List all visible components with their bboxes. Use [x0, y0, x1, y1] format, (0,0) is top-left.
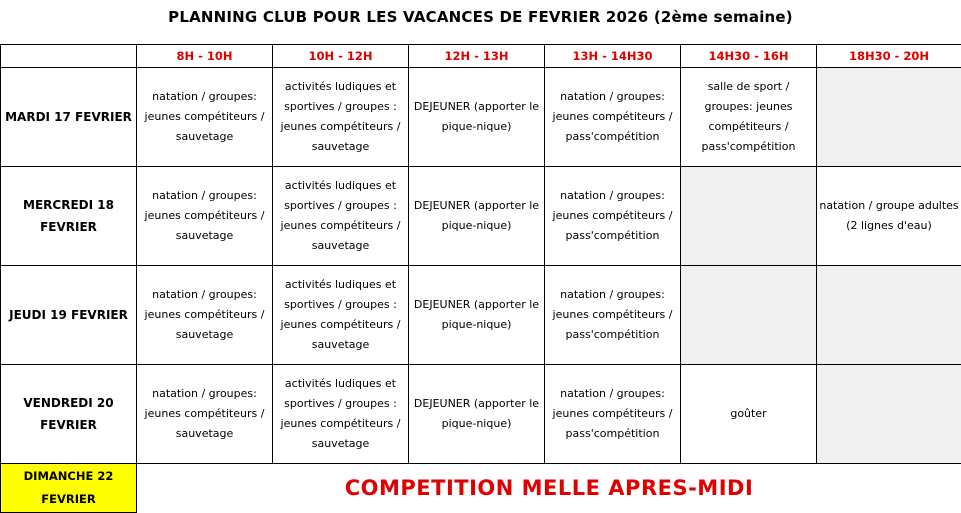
activity-text: activités ludiques et sportives / groupes : jeunes compétiteurs / sauvetage	[280, 179, 401, 252]
activity-text: activités ludiques et sportives / groupes : jeunes compétiteurs / sauvetage	[280, 377, 401, 450]
row-friday	[1, 365, 961, 464]
empty-cell	[817, 365, 961, 464]
header-18h30-20h: 18H30 - 20H	[817, 45, 961, 68]
day-label: MARDI 17 FEVRIER	[1, 68, 137, 167]
header-14h30-16h: 14H30 - 16H	[681, 45, 817, 68]
activity-text: natation / groupes: jeunes compétiteurs / pass'compétition	[552, 387, 673, 440]
activity-cell	[545, 68, 681, 167]
row-thursday	[1, 266, 961, 365]
activity-cell	[137, 68, 273, 167]
activity-text: activités ludiques et sportives / groupes : jeunes compétiteurs / sauvetage	[280, 278, 401, 351]
day-label: JEUDI 19 FEVRIER	[1, 266, 137, 365]
activity-cell	[545, 167, 681, 266]
empty-cell	[681, 266, 817, 365]
header-row	[1, 45, 961, 68]
empty-cell	[681, 167, 817, 266]
activity-text: DEJEUNER (apporter le pique-nique)	[413, 199, 540, 232]
empty-cell	[817, 68, 961, 167]
activity-cell	[273, 68, 409, 167]
activity-text: DEJEUNER (apporter le pique-nique)	[413, 298, 540, 331]
header-12h-13h: 12H - 13H	[409, 45, 545, 68]
header-8h-10h: 8H - 10H	[137, 45, 273, 68]
competition-banner: COMPETITION MELLE APRES-MIDI	[137, 464, 961, 513]
row-tuesday	[1, 68, 961, 167]
activity-text: activités ludiques et sportives / groupes : jeunes compétiteurs / sauvetage	[280, 80, 401, 153]
activity-cell	[681, 365, 817, 464]
activity-cell	[545, 266, 681, 365]
header-corner	[1, 45, 137, 68]
activity-cell	[273, 167, 409, 266]
header-10h-12h: 10H - 12H	[273, 45, 409, 68]
activity-cell	[409, 167, 545, 266]
activity-cell	[409, 365, 545, 464]
activity-cell	[681, 68, 817, 167]
activity-cell	[137, 365, 273, 464]
activity-cell	[273, 365, 409, 464]
activity-cell	[545, 365, 681, 464]
activity-text: DEJEUNER (apporter le pique-nique)	[413, 100, 540, 133]
activity-text: natation / groupes: jeunes compétiteurs / pass'compétition	[552, 288, 673, 341]
activity-cell	[409, 68, 545, 167]
row-sunday	[1, 464, 961, 513]
empty-cell	[817, 266, 961, 365]
activity-text: natation / groupes: jeunes compétiteurs / sauvetage	[144, 288, 265, 341]
activity-text: natation / groupes: jeunes compétiteurs / sauvetage	[144, 189, 265, 242]
activity-text: natation / groupes: jeunes compétiteurs / sauvetage	[144, 387, 265, 440]
activity-cell	[409, 266, 545, 365]
activity-cell	[137, 167, 273, 266]
schedule-table	[0, 44, 961, 513]
day-label: DIMANCHE 22 FEVRIER	[1, 464, 137, 513]
activity-cell	[817, 167, 961, 266]
activity-text: natation / groupe adultes (2 lignes d'eau)	[819, 199, 959, 232]
activity-text: DEJEUNER (apporter le pique-nique)	[413, 397, 540, 430]
activity-cell	[137, 266, 273, 365]
activity-text: natation / groupes: jeunes compétiteurs / pass'compétition	[552, 90, 673, 143]
header-13h-14h30: 13H - 14H30	[545, 45, 681, 68]
activity-cell	[273, 266, 409, 365]
row-wednesday	[1, 167, 961, 266]
activity-text: salle de sport / groupes: jeunes compétiteurs / pass'compétition	[701, 80, 796, 153]
page-title: PLANNING CLUB POUR LES VACANCES DE FEVRIER 2026 (2ème semaine)	[168, 8, 793, 26]
activity-text: natation / groupes: jeunes compétiteurs / pass'compétition	[552, 189, 673, 242]
day-label: VENDREDI 20 FEVRIER	[1, 365, 137, 464]
activity-text: goûter	[730, 407, 767, 420]
day-label: MERCREDI 18 FEVRIER	[1, 167, 137, 266]
activity-text: natation / groupes: jeunes compétiteurs / sauvetage	[144, 90, 265, 143]
